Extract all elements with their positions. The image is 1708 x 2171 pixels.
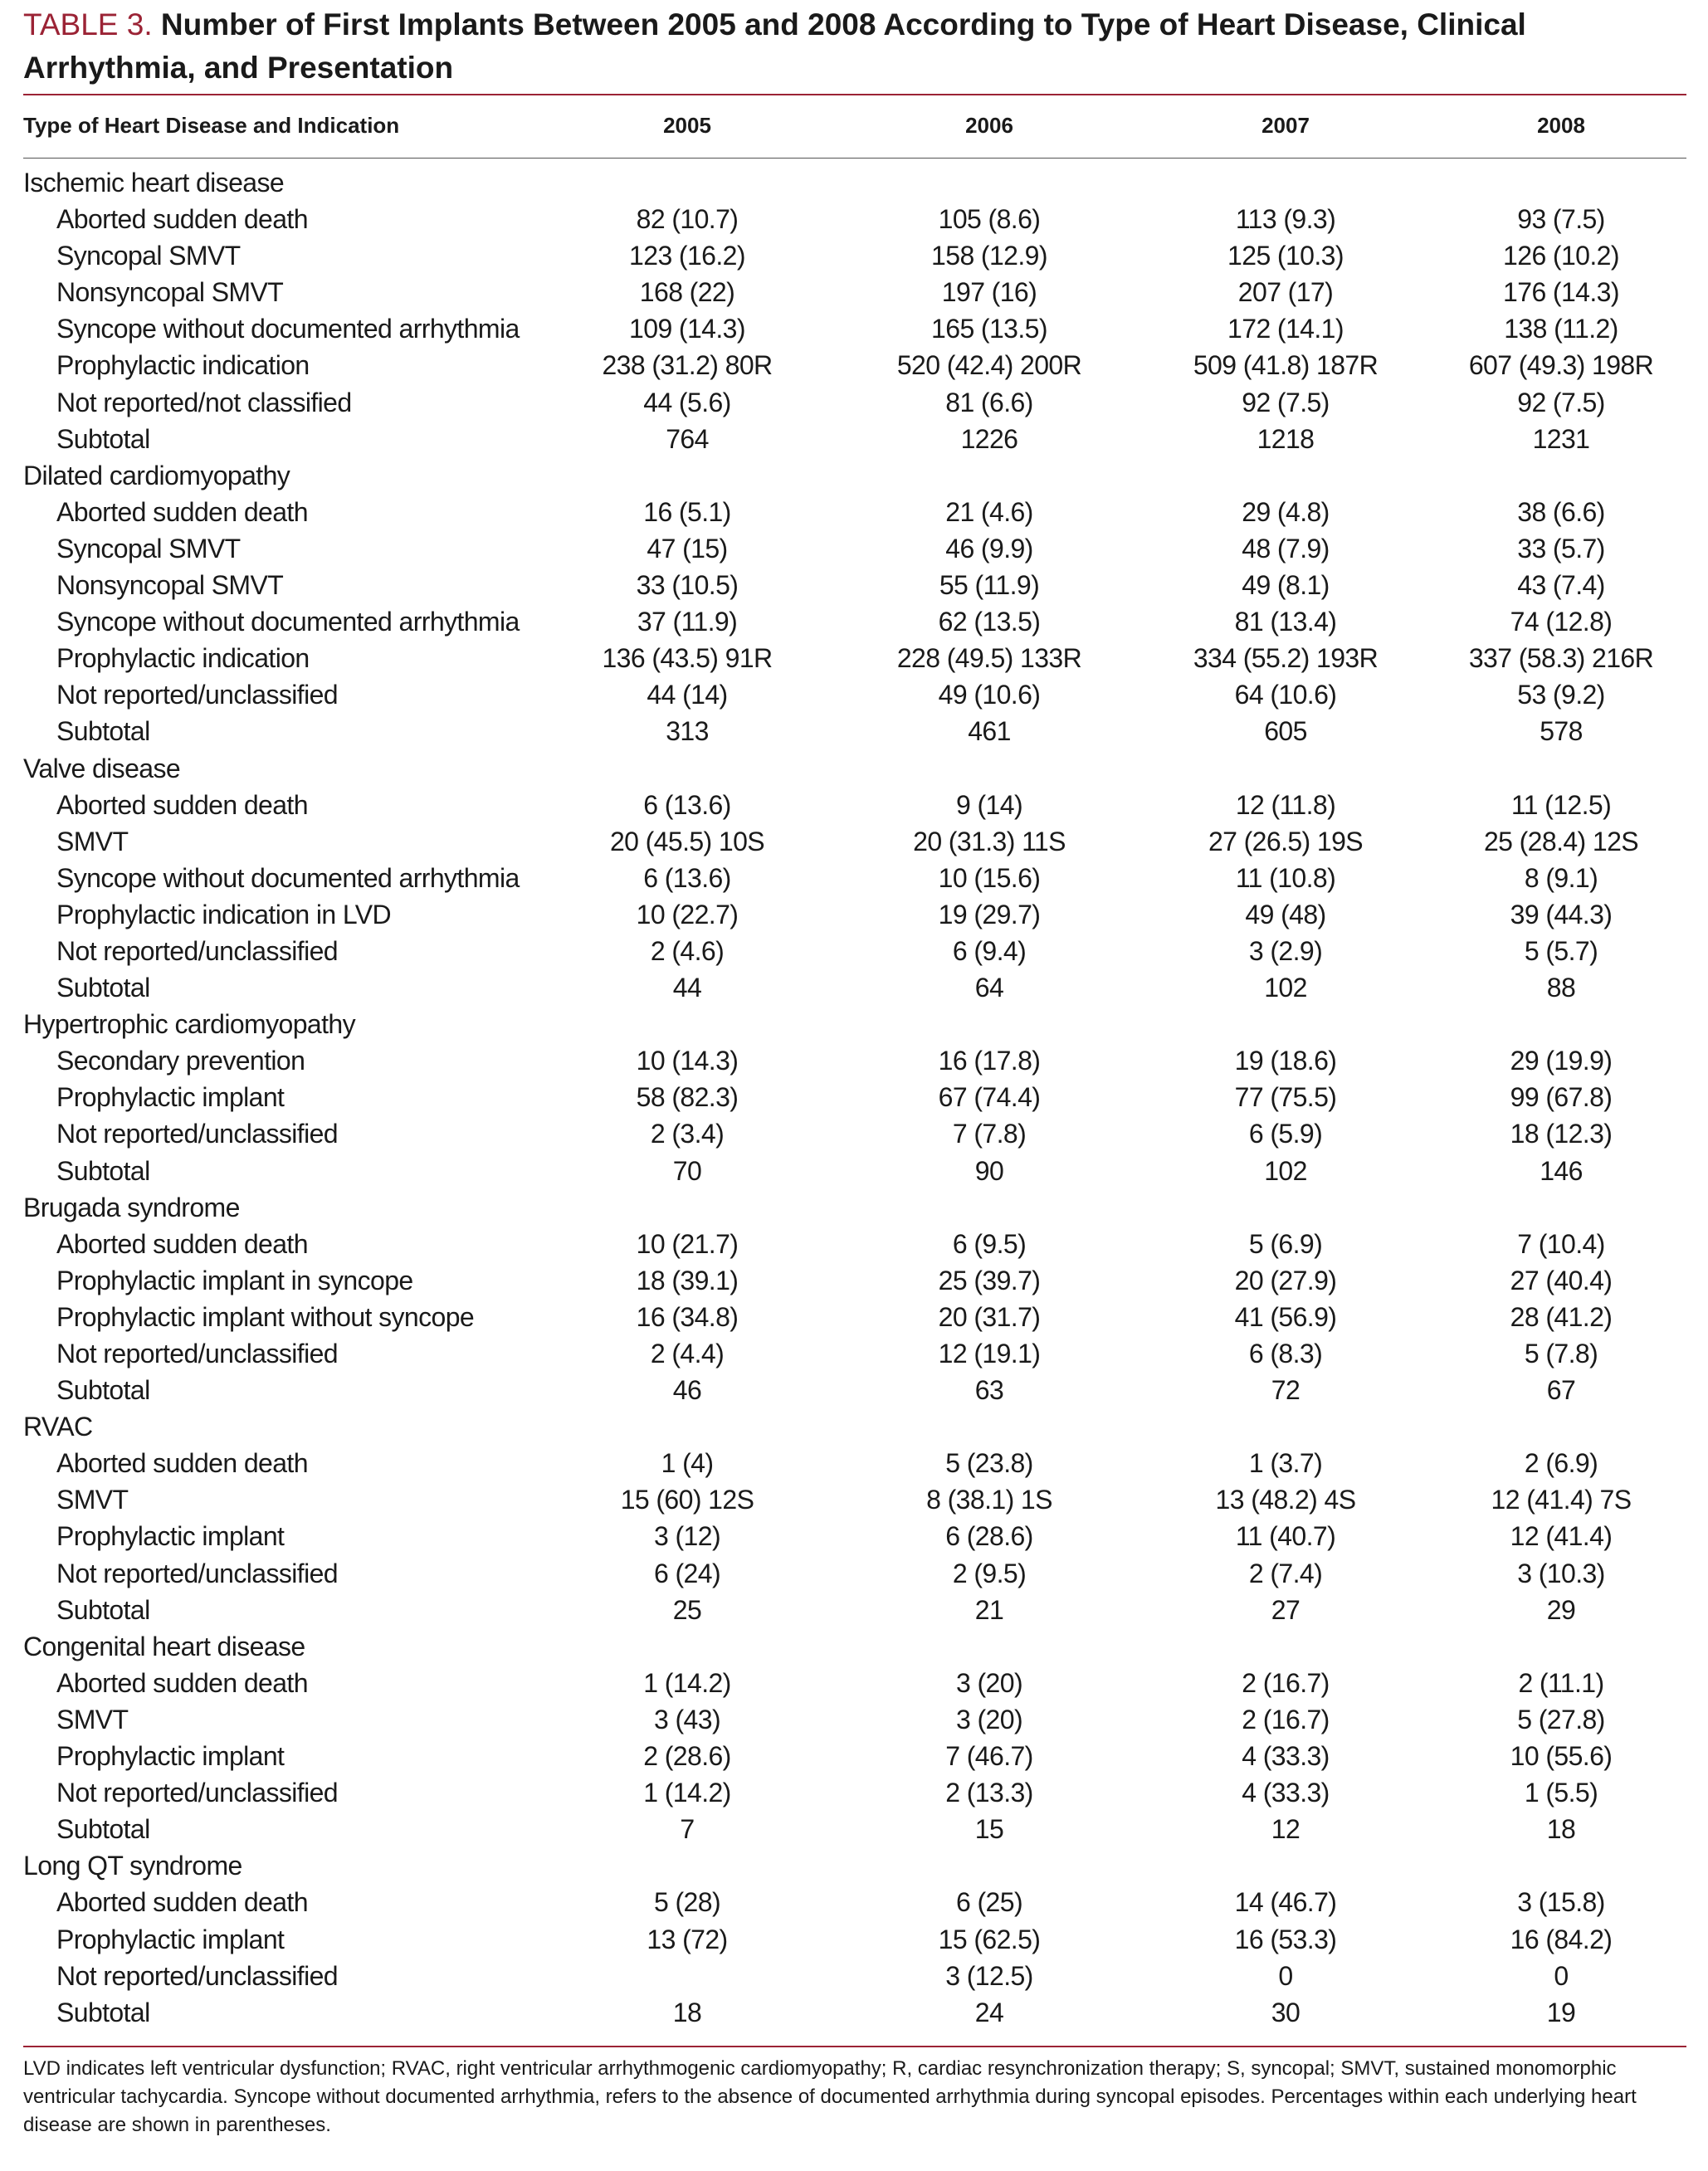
table-row	[23, 201, 1686, 237]
cell-2006: 1226	[960, 423, 1018, 454]
cell-2007: 1 (3.7)	[1248, 1448, 1323, 1479]
cell-2008: 607 (49.3) 198R	[1468, 350, 1654, 381]
cell-2007: 4 (33.3)	[1242, 1778, 1330, 1808]
table-row	[23, 603, 1686, 640]
table-row	[23, 896, 1686, 933]
cell-2007: 207 (17)	[1237, 277, 1334, 308]
cell-2006: 165 (13.5)	[931, 314, 1047, 344]
indication-label: Syncope without documented arrhythmia	[56, 862, 520, 893]
indication-label: Prophylactic implant	[56, 1924, 285, 1954]
subtotal-row	[23, 1153, 1686, 1189]
indication-label: Aborted sudden death	[56, 1887, 308, 1918]
cell-2006: 105 (8.6)	[938, 204, 1041, 235]
cell-2005: 2 (28.6)	[643, 1741, 731, 1772]
bottom-rule	[23, 2046, 1686, 2047]
table-row	[23, 1518, 1686, 1554]
cell-2007: 49 (48)	[1245, 899, 1326, 929]
table-row	[23, 237, 1686, 274]
cell-2005: 15 (60) 12S	[620, 1485, 754, 1515]
cell-2006: 62 (13.5)	[938, 607, 1041, 637]
group-row	[23, 1408, 1686, 1445]
cell-2006: 49 (10.6)	[938, 680, 1041, 710]
indication-label: Prophylactic implant in syncope	[56, 1265, 413, 1295]
cell-2006: 7 (7.8)	[952, 1119, 1027, 1149]
table-row	[23, 1335, 1686, 1372]
indication-label: Not reported/unclassified	[56, 1558, 338, 1588]
cell-2008: 33 (5.7)	[1517, 533, 1605, 563]
cell-2007: 12	[1271, 1814, 1301, 1845]
subtotal-row	[23, 421, 1686, 457]
cell-2008: 29	[1546, 1594, 1576, 1625]
cell-2005: 44	[672, 973, 702, 1003]
cell-2006: 9 (14)	[956, 789, 1022, 820]
cell-2008: 29 (19.9)	[1510, 1046, 1613, 1076]
cell-2007: 102	[1264, 973, 1307, 1003]
subtotal-row	[23, 713, 1686, 749]
indication-label: Prophylactic indication in LVD	[56, 899, 391, 929]
cell-2007: 13 (48.2) 4S	[1215, 1485, 1356, 1515]
cell-2006: 64	[974, 973, 1004, 1003]
cell-2006: 3 (20)	[956, 1667, 1022, 1698]
table-row	[23, 274, 1686, 310]
cell-2005: 10 (22.7)	[636, 899, 739, 929]
group-row	[23, 1847, 1686, 1884]
indication-label: SMVT	[56, 826, 129, 856]
cell-2007: 2 (16.7)	[1242, 1704, 1330, 1734]
cell-2008: 99 (67.8)	[1510, 1082, 1613, 1113]
cell-2005: 1 (14.2)	[643, 1778, 731, 1808]
cell-2005: 109 (14.3)	[629, 314, 745, 344]
cell-2006: 6 (9.4)	[952, 935, 1027, 966]
table-row	[23, 530, 1686, 567]
indication-label: SMVT	[56, 1485, 129, 1515]
disease-group-label: Long QT syndrome	[23, 1851, 242, 1881]
cell-2007: 14 (46.7)	[1234, 1887, 1337, 1918]
table-row	[23, 1481, 1686, 1518]
cell-2006: 90	[974, 1155, 1004, 1186]
table-row	[23, 1958, 1686, 1994]
indication-label: Not reported/unclassified	[56, 935, 338, 966]
cell-2006: 3 (20)	[956, 1704, 1022, 1734]
cell-2006: 20 (31.7)	[938, 1301, 1041, 1332]
cell-2005: 168 (22)	[639, 277, 735, 308]
table-header	[23, 106, 1686, 143]
cell-2005: 58 (82.3)	[636, 1082, 739, 1113]
cell-2008: 27 (40.4)	[1510, 1265, 1613, 1295]
cell-2007: 3 (2.9)	[1248, 935, 1323, 966]
table-row	[23, 1079, 1686, 1115]
cell-2007: 11 (40.7)	[1235, 1521, 1336, 1552]
table-row	[23, 1262, 1686, 1299]
indication-label: Aborted sudden death	[56, 1228, 308, 1259]
cell-2006: 55 (11.9)	[939, 570, 1040, 601]
table-row	[23, 1701, 1686, 1738]
indication-label: Subtotal	[56, 716, 150, 747]
cell-2007: 48 (7.9)	[1242, 533, 1330, 563]
cell-2008: 53 (9.2)	[1517, 680, 1605, 710]
cell-2006: 2 (13.3)	[945, 1778, 1033, 1808]
cell-2006: 5 (23.8)	[945, 1448, 1033, 1479]
indication-label: Aborted sudden death	[56, 789, 308, 820]
cell-2008: 18 (12.3)	[1510, 1119, 1613, 1149]
indication-label: Not reported/unclassified	[56, 1339, 338, 1368]
top-rule	[23, 94, 1686, 95]
table-caption	[23, 0, 1650, 90]
cell-2008: 1 (5.5)	[1524, 1778, 1598, 1808]
cell-2005: 18 (39.1)	[636, 1265, 739, 1295]
indication-label: Subtotal	[56, 973, 150, 1003]
indication-label: Syncope without documented arrhythmia	[56, 314, 520, 344]
cell-2005: 20 (45.5) 10S	[609, 826, 765, 856]
cell-2008: 18	[1546, 1814, 1576, 1845]
cell-2006: 16 (17.8)	[938, 1046, 1041, 1076]
indication-label: Subtotal	[56, 1594, 150, 1625]
cell-2008: 337 (58.3) 216R	[1468, 643, 1654, 674]
cell-2008: 176 (14.3)	[1503, 277, 1619, 308]
table-row	[23, 1774, 1686, 1811]
cell-2008: 19	[1546, 1997, 1576, 2027]
cell-2008: 12 (41.4) 7S	[1491, 1485, 1632, 1515]
table-row	[23, 787, 1686, 823]
cell-2005: 44 (5.6)	[643, 387, 731, 417]
table-row	[23, 1665, 1686, 1701]
table-row	[23, 1042, 1686, 1079]
cell-2007: 4 (33.3)	[1242, 1741, 1330, 1772]
cell-2006: 12 (19.1)	[938, 1339, 1041, 1368]
cell-2008: 3 (10.3)	[1517, 1558, 1605, 1588]
cell-2005: 7	[680, 1814, 695, 1845]
indication-label: Subtotal	[56, 1155, 150, 1186]
indication-label: Not reported/unclassified	[56, 1960, 338, 1991]
cell-2007: 11 (10.8)	[1235, 862, 1336, 893]
indication-label: Prophylactic implant	[56, 1082, 285, 1113]
table-row	[23, 860, 1686, 896]
disease-group-label: Hypertrophic cardiomyopathy	[23, 1009, 355, 1040]
cell-2008: 578	[1540, 716, 1583, 747]
subtotal-row	[23, 1811, 1686, 1847]
cell-2007: 1218	[1257, 423, 1315, 454]
subtotal-row	[23, 969, 1686, 1006]
table-row	[23, 1445, 1686, 1481]
group-row	[23, 1189, 1686, 1226]
table-row	[23, 1299, 1686, 1335]
cell-2007: 12 (11.8)	[1235, 789, 1336, 820]
cell-2007: 30	[1271, 1997, 1301, 2027]
indication-label: Aborted sudden death	[56, 1667, 308, 1698]
cell-2008: 2 (6.9)	[1524, 1448, 1598, 1479]
cell-2007: 2 (7.4)	[1248, 1558, 1323, 1588]
indication-label: Subtotal	[56, 1814, 150, 1845]
cell-2006: 228 (49.5) 133R	[896, 643, 1082, 674]
group-row	[23, 1006, 1686, 1042]
cell-2007: 27 (26.5) 19S	[1208, 826, 1364, 856]
cell-2005: 3 (12)	[654, 1521, 720, 1552]
group-row	[23, 750, 1686, 787]
cell-2006: 20 (31.3) 11S	[913, 826, 1066, 856]
cell-2005: 3 (43)	[654, 1704, 720, 1734]
cell-2008: 5 (5.7)	[1524, 935, 1598, 966]
cell-2007: 41 (56.9)	[1234, 1301, 1337, 1332]
cell-2007: 16 (53.3)	[1234, 1924, 1337, 1954]
cell-2007: 605	[1264, 716, 1307, 747]
cell-2008: 8 (9.1)	[1524, 862, 1598, 893]
indication-label: Prophylactic implant	[56, 1521, 285, 1552]
indication-label: Prophylactic indication	[56, 350, 310, 381]
cell-2005: 37 (11.9)	[637, 607, 738, 637]
cell-2007: 6 (5.9)	[1248, 1119, 1323, 1149]
table-row	[23, 1921, 1686, 1958]
cell-2006: 461	[968, 716, 1011, 747]
indication-label: Not reported/not classified	[56, 387, 352, 417]
cell-2005: 2 (3.4)	[650, 1119, 725, 1149]
cell-2008: 126 (10.2)	[1503, 241, 1619, 271]
cell-2008: 88	[1546, 973, 1576, 1003]
table-row	[23, 494, 1686, 530]
cell-2007: 77 (75.5)	[1234, 1082, 1337, 1113]
group-row	[23, 164, 1686, 201]
disease-group-label: Congenital heart disease	[23, 1631, 305, 1661]
header-year-2006: 2006	[965, 113, 1013, 138]
table-footnote: LVD indicates left ventricular dysfunction; RVAC, right ventricular arrhythmogenic cardiomyopathy; R, cardiac resynchronization therapy; S, syncopal; SMVT, sustained monomorphic ventricular tachycardia. Syncope without documented arrhythmia, refers to the absence of documented arrhythmia during syncopal episodes. Percentages within each underlying heart disease are shown in parentheses.	[23, 2057, 1637, 2136]
indication-label: Prophylactic implant without syncope	[56, 1301, 475, 1332]
indication-label: Subtotal	[56, 1375, 150, 1406]
cell-2008: 39 (44.3)	[1510, 899, 1613, 929]
cell-2008: 10 (55.6)	[1510, 1741, 1613, 1772]
cell-2008: 5 (7.8)	[1524, 1339, 1598, 1368]
cell-2006: 520 (42.4) 200R	[896, 350, 1082, 381]
cell-2005: 313	[666, 716, 709, 747]
cell-2007: 172 (14.1)	[1227, 314, 1344, 344]
indication-label: Aborted sudden death	[56, 496, 308, 527]
indication-label: Prophylactic implant	[56, 1741, 285, 1772]
cell-2008: 16 (84.2)	[1510, 1924, 1613, 1954]
subtotal-row	[23, 1994, 1686, 2031]
cell-2005: 136 (43.5) 91R	[602, 643, 773, 674]
disease-group-label: RVAC	[23, 1412, 93, 1442]
indication-label: Nonsyncopal SMVT	[56, 277, 284, 308]
indication-label: Not reported/unclassified	[56, 1119, 338, 1149]
indication-label: Subtotal	[56, 1997, 150, 2027]
cell-2008: 1231	[1532, 423, 1590, 454]
cell-2007: 2 (16.7)	[1242, 1667, 1330, 1698]
cell-2006: 21	[974, 1594, 1004, 1625]
cell-2005: 6 (24)	[654, 1558, 720, 1588]
cell-2007: 0	[1278, 1960, 1293, 1991]
cell-2007: 49 (8.1)	[1242, 570, 1330, 601]
cell-2007: 27	[1271, 1594, 1301, 1625]
cell-2008: 25 (28.4) 12S	[1483, 826, 1639, 856]
subtotal-row	[23, 1592, 1686, 1628]
cell-2005: 1 (4)	[661, 1448, 714, 1479]
cell-2005: 47 (15)	[647, 533, 728, 563]
cell-2008: 138 (11.2)	[1504, 314, 1618, 344]
cell-2005: 238 (31.2) 80R	[602, 350, 773, 381]
cell-2007: 92 (7.5)	[1242, 387, 1330, 417]
indication-label: Not reported/unclassified	[56, 1778, 338, 1808]
cell-2006: 158 (12.9)	[931, 241, 1047, 271]
indication-label: Prophylactic indication	[56, 643, 310, 674]
cell-2006: 21 (4.6)	[945, 496, 1033, 527]
cell-2008: 43 (7.4)	[1517, 570, 1605, 601]
table-row	[23, 676, 1686, 713]
cell-2008: 0	[1554, 1960, 1569, 1991]
cell-2006: 46 (9.9)	[945, 533, 1033, 563]
cell-2008: 2 (11.1)	[1518, 1667, 1604, 1698]
cell-2005: 25	[672, 1594, 702, 1625]
cell-2007: 334 (55.2) 193R	[1193, 643, 1379, 674]
table-row	[23, 640, 1686, 676]
cell-2005: 18	[672, 1997, 702, 2027]
cell-2008: 93 (7.5)	[1517, 204, 1605, 235]
disease-group-label: Brugada syndrome	[23, 1192, 240, 1222]
cell-2005: 123 (16.2)	[629, 241, 745, 271]
cell-2007: 125 (10.3)	[1227, 241, 1344, 271]
cell-2005: 2 (4.4)	[650, 1339, 725, 1368]
cell-2005: 5 (28)	[654, 1887, 720, 1918]
cell-2006: 15	[974, 1814, 1004, 1845]
cell-2005: 46	[672, 1375, 702, 1406]
table-row	[23, 1115, 1686, 1152]
cell-2008: 5 (27.8)	[1517, 1704, 1605, 1734]
table-row	[23, 310, 1686, 347]
indication-label: Secondary prevention	[56, 1046, 305, 1076]
table-row	[23, 1884, 1686, 1920]
table-row	[23, 823, 1686, 860]
cell-2005: 2 (4.6)	[650, 935, 725, 966]
cell-2006: 2 (9.5)	[952, 1558, 1027, 1588]
cell-2005: 10 (14.3)	[636, 1046, 739, 1076]
indication-label: Aborted sudden death	[56, 1448, 308, 1479]
disease-group-label: Ischemic heart disease	[23, 168, 285, 198]
cell-2005: 13 (72)	[647, 1924, 728, 1954]
header-year-2005: 2005	[663, 113, 711, 138]
cell-2008: 74 (12.8)	[1510, 607, 1613, 637]
cell-2007: 102	[1264, 1155, 1307, 1186]
cell-2006: 8 (38.1) 1S	[926, 1485, 1052, 1515]
table-row	[23, 1226, 1686, 1262]
cell-2006: 6 (25)	[956, 1887, 1022, 1918]
cell-2006: 67 (74.4)	[938, 1082, 1041, 1113]
subtotal-row	[23, 1372, 1686, 1408]
indication-label: Subtotal	[56, 423, 150, 454]
group-row	[23, 457, 1686, 494]
header-type-column: Type of Heart Disease and Indication	[23, 113, 400, 138]
cell-2007: 81 (13.4)	[1234, 607, 1337, 637]
cell-2008: 12 (41.4)	[1510, 1521, 1613, 1552]
table-row	[23, 933, 1686, 969]
cell-2005: 82 (10.7)	[636, 204, 739, 235]
indication-label: Syncopal SMVT	[56, 241, 241, 271]
cell-2006: 25 (39.7)	[938, 1265, 1041, 1295]
indication-label: Aborted sudden death	[56, 204, 308, 235]
cell-2005: 16 (5.1)	[643, 496, 731, 527]
disease-group-label: Dilated cardiomyopathy	[23, 460, 290, 490]
cell-2005: 10 (21.7)	[636, 1228, 739, 1259]
indication-label: Syncope without documented arrhythmia	[56, 607, 520, 637]
table-row	[23, 567, 1686, 603]
table-row	[23, 1555, 1686, 1592]
cell-2008: 38 (6.6)	[1517, 496, 1605, 527]
cell-2006: 10 (15.6)	[938, 862, 1041, 893]
cell-2008: 146	[1540, 1155, 1583, 1186]
header-year-2007: 2007	[1261, 113, 1310, 138]
header-rule	[23, 158, 1686, 159]
table-row	[23, 347, 1686, 383]
cell-2005: 33 (10.5)	[636, 570, 739, 601]
cell-2005: 44 (14)	[647, 680, 728, 710]
cell-2006: 197 (16)	[941, 277, 1037, 308]
group-row	[23, 1628, 1686, 1665]
cell-2007: 6 (8.3)	[1248, 1339, 1323, 1368]
cell-2008: 11 (12.5)	[1510, 789, 1612, 820]
table-label: TABLE 3.	[23, 7, 153, 41]
cell-2006: 63	[974, 1375, 1004, 1406]
cell-2008: 92 (7.5)	[1517, 387, 1605, 417]
indication-label: Not reported/unclassified	[56, 680, 338, 710]
indication-label: Syncopal SMVT	[56, 533, 241, 563]
cell-2006: 81 (6.6)	[945, 387, 1033, 417]
header-year-2008: 2008	[1537, 113, 1585, 138]
cell-2008: 67	[1546, 1375, 1576, 1406]
cell-2005: 6 (13.6)	[643, 789, 731, 820]
cell-2007: 509 (41.8) 187R	[1193, 350, 1379, 381]
cell-2006: 6 (28.6)	[945, 1521, 1033, 1552]
cell-2005: 764	[666, 423, 709, 454]
cell-2005: 70	[672, 1155, 702, 1186]
indication-label: Nonsyncopal SMVT	[56, 570, 284, 601]
cell-2006: 7 (46.7)	[945, 1741, 1033, 1772]
cell-2007: 19 (18.6)	[1234, 1046, 1337, 1076]
table-body	[23, 164, 1686, 2031]
disease-group-label: Valve disease	[23, 753, 181, 783]
cell-2006: 6 (9.5)	[952, 1228, 1027, 1259]
cell-2008: 3 (15.8)	[1517, 1887, 1605, 1918]
cell-2008: 28 (41.2)	[1510, 1301, 1613, 1332]
table-row	[23, 1738, 1686, 1774]
cell-2007: 113 (9.3)	[1235, 204, 1336, 235]
cell-2007: 72	[1271, 1375, 1301, 1406]
table-row	[23, 384, 1686, 421]
cell-2006: 24	[974, 1997, 1004, 2027]
table-title: Number of First Implants Between 2005 and 2008 According to Type of Heart Disease, Clinical Arrhythmia, and Presentation	[23, 7, 1526, 85]
cell-2005: 16 (34.8)	[636, 1301, 739, 1332]
cell-2006: 15 (62.5)	[938, 1924, 1041, 1954]
cell-2007: 5 (6.9)	[1248, 1228, 1323, 1259]
cell-2005: 1 (14.2)	[643, 1667, 731, 1698]
cell-2006: 19 (29.7)	[938, 899, 1041, 929]
cell-2007: 29 (4.8)	[1242, 496, 1330, 527]
table-page	[23, 0, 1686, 2136]
cell-2008: 7 (10.4)	[1517, 1228, 1605, 1259]
cell-2005: 6 (13.6)	[643, 862, 731, 893]
cell-2007: 20 (27.9)	[1234, 1265, 1337, 1295]
cell-2006: 3 (12.5)	[945, 1960, 1033, 1991]
indication-label: SMVT	[56, 1704, 129, 1734]
cell-2007: 64 (10.6)	[1234, 680, 1337, 710]
